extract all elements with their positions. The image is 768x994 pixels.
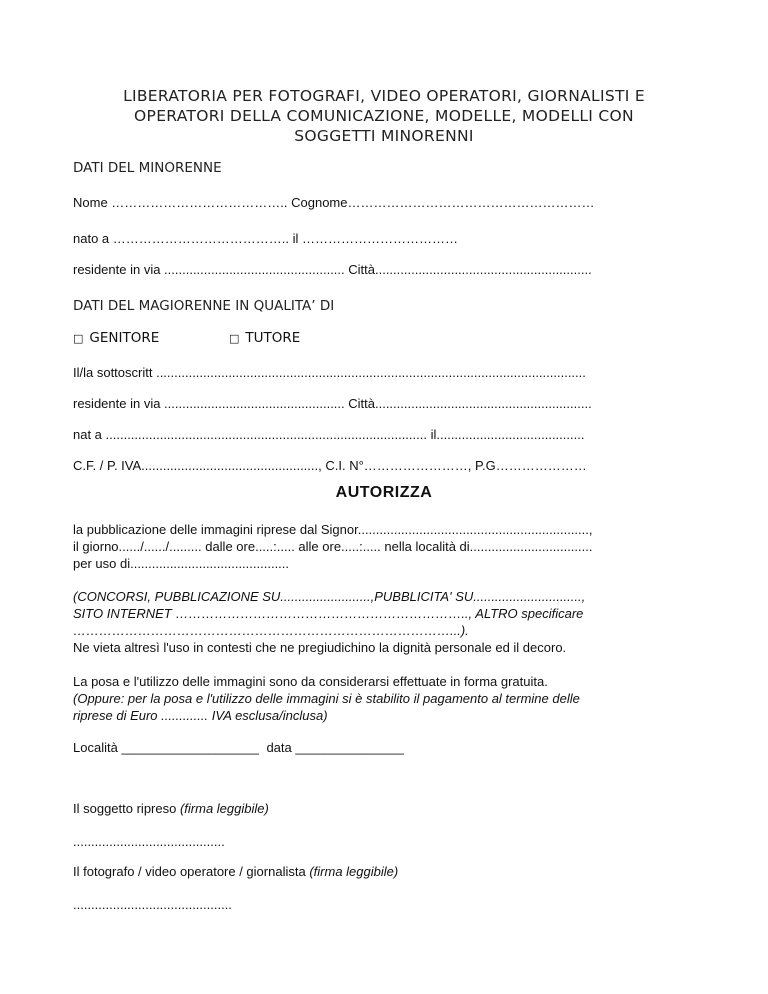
option-guardian-label: TUTORE — [245, 330, 301, 346]
tax-id-line: C.F. / P. IVA................................................., C.I. N°……………………, P.G………………… — [73, 458, 587, 473]
place-date-line — [73, 740, 404, 756]
paragraph-line: la pubblicazione delle immagini riprese dal Signor................................................................, — [73, 522, 593, 537]
title-line-3: SOGGETTI MINORENNI — [294, 127, 474, 145]
subject-note: (firma leggibile) — [179, 801, 269, 816]
subject-signature-label — [73, 801, 269, 817]
minor-address-line: residente in via .................................................. Città............................................................ — [73, 262, 592, 277]
title-line-1: LIBERATORIA PER FOTOGRAFI, VIDEO OPERATORI, GIORNALISTI E — [123, 87, 645, 105]
paragraph-line: (Oppure: per la posa e l'utilizzo delle immagini si è stabilito il pagamento al termine delle — [73, 691, 580, 706]
document-title — [60, 86, 708, 146]
option-parent-label: GENITORE — [89, 330, 160, 346]
adult-birth-line: nat a ......................................................................................... il......................................... — [73, 427, 585, 442]
adult-section-heading: DATI DEL MAGIORENNE IN QUALITA’ DI — [73, 298, 335, 314]
subject-label: Il soggetto ripreso — [73, 801, 177, 816]
place-label: Località — [73, 740, 118, 755]
option-parent[interactable] — [73, 330, 159, 346]
checkbox-icon[interactable]: □ — [229, 332, 240, 345]
paragraph-line: SITO INTERNET ………………………………………………………….., ALTRO specificare — [73, 606, 584, 621]
adult-address-line: residente in via .................................................. Città............................................................ — [73, 396, 592, 411]
title-line-2: OPERATORI DELLA COMUNICAZIONE, MODELLE, MODELLI CON — [134, 107, 634, 125]
usage-paragraph — [73, 588, 698, 656]
option-guardian[interactable] — [229, 330, 300, 346]
date-label: data — [266, 740, 292, 755]
undersigned-line: Il/la sottoscritt ....................................................................................................................... — [73, 365, 586, 380]
photographer-label: Il fotografo / video operatore / giornalista — [73, 864, 306, 879]
publication-paragraph — [73, 521, 698, 572]
photographer-note: (firma leggibile) — [309, 864, 399, 879]
checkbox-icon[interactable]: □ — [73, 332, 84, 345]
minor-name-line: Nome ………………………………….. Cognome………………………………………………… — [73, 195, 595, 210]
paragraph-line: il giorno....../....../......... dalle ore.....:..... alle ore.....:..... nella località di.................................. — [73, 539, 593, 554]
paragraph-line: La posa e l'utilizzo delle immagini sono da considerarsi effettuate in forma gratuita. — [73, 674, 548, 689]
photographer-signature-field[interactable]: ............................................ — [73, 897, 232, 912]
paragraph-line: Ne vieta altresì l'uso in contesti che ne pregiudichino la dignità personale ed il decoro. — [73, 640, 567, 655]
photographer-signature-label — [73, 864, 398, 880]
paragraph-line: ……………………………………………………………………………...). — [73, 623, 469, 638]
paragraph-line: (CONCORSI, PUBBLICAZIONE SU.........................,PUBBLICITA' SU.............................., — [73, 589, 586, 604]
minor-birth-line: nato a ………………………………….. il ……………………………… — [73, 231, 458, 246]
authorize-heading: AUTORIZZA — [335, 484, 433, 501]
paragraph-line: riprese di Euro ............. IVA esclusa/inclusa) — [73, 708, 328, 723]
place-field[interactable]: ___________________ — [121, 740, 259, 755]
paragraph-line: per uso di............................................ — [73, 556, 290, 571]
date-field[interactable]: _______________ — [295, 740, 404, 755]
payment-paragraph — [73, 673, 698, 724]
minor-section-heading: DATI DEL MINORENNE — [73, 160, 222, 176]
subject-signature-field[interactable]: .......................................... — [73, 834, 225, 849]
